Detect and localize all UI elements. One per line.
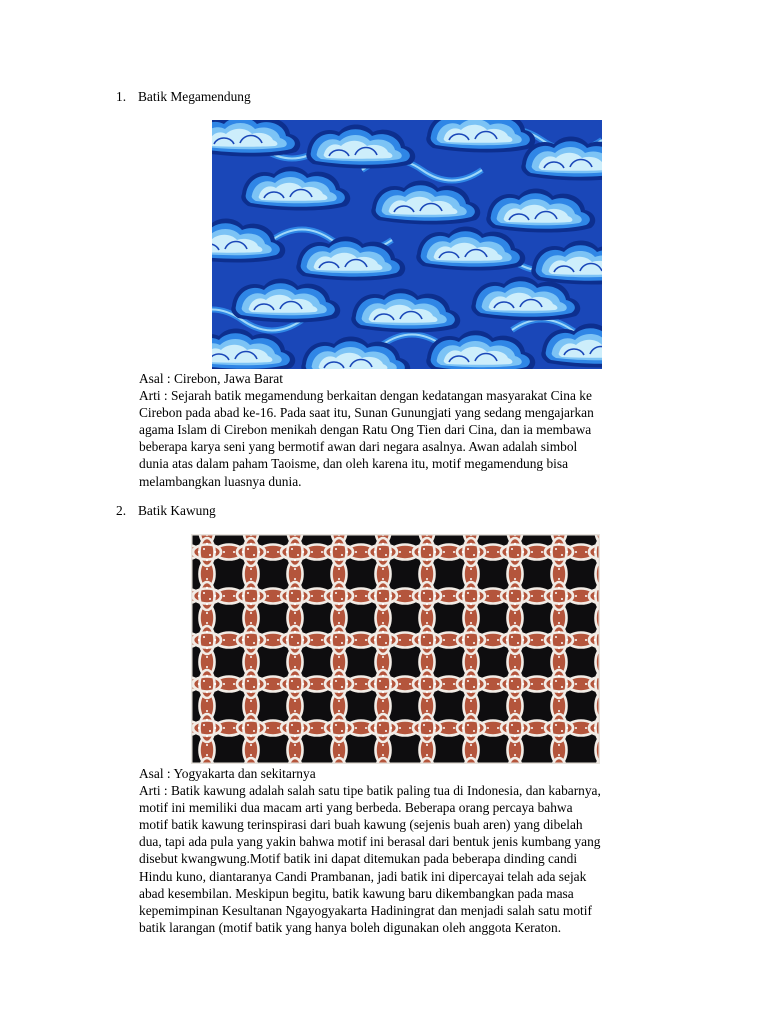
section-1-title: Batik Megamendung [138, 89, 251, 104]
section-1-number: 1. [116, 89, 127, 104]
megamendung-pattern-image [212, 120, 602, 369]
section-1-meaning-line-6: melambangkan luasnya dunia. [139, 473, 302, 489]
section-2-meaning-line-6: Hindu kuno, diantaranya Candi Prambanan, jadi batik ini dipercayai telah ada sejak [139, 868, 587, 884]
section-1-description [139, 370, 739, 490]
section-2-meaning-line-7: abad kesembilan. Meskipun begitu, batik kawung baru dikembangkan pada masa [139, 885, 574, 901]
section-2-meaning-line-4: dua, tapi ada pula yang yakin bahwa motif ini berasal dari bentuk jenis kumbang yang [139, 834, 601, 850]
section-2-meaning-line-5: disebut kwangwung.Motif batik ini dapat ditemukan pada beberapa dinding candi [139, 851, 578, 867]
section-2-meaning-line-9: batik larangan (motif batik yang hanya boleh digunakan oleh anggota Keraton. [139, 919, 562, 935]
section-1-origin: Asal : Cirebon, Jawa Barat [139, 371, 283, 386]
section-1-meaning-line-4: beberapa karya seni yang bermotif awan dari negara asalnya. Awan adalah simbol [139, 439, 578, 455]
section-2-number: 2. [116, 503, 127, 518]
section-2-heading [116, 503, 216, 519]
section-2-description [139, 765, 739, 936]
section-2-origin: Asal : Yogyakarta dan sekitarnya [139, 766, 316, 781]
section-1-meaning-line-2: Cirebon pada abad ke-16. Pada saat itu, Sunan Gunungjati yang sedang mengajarkan [139, 405, 594, 421]
section-1-heading [116, 89, 251, 105]
section-1-meaning-line-5: dunia atas dalam paham Taoisme, dan oleh karena itu, motif megamendung bisa [139, 456, 569, 472]
section-2-meaning-line-3: motif batik kawung terinspirasi dari buah kawung (sejenis buah aren) yang dibelah [139, 817, 583, 833]
section-1-meaning-line-1: Arti : Sejarah batik megamendung berkaitan dengan kedatangan masyarakat Cina ke [139, 388, 592, 404]
section-2-meaning-line-2: motif ini memiliki dua macam arti yang berbeda. Beberapa orang percaya bahwa [139, 800, 573, 816]
kawung-pattern-image [191, 534, 600, 764]
section-2-title: Batik Kawung [138, 503, 216, 518]
section-1-meaning-line-3: agama Islam di Cirebon menikah dengan Ratu Ong Tien dari Cina, dan ia membawa [139, 422, 592, 438]
section-2-meaning-line-1: Arti : Batik kawung adalah salah satu tipe batik paling tua di Indonesia, dan kabarnya, [139, 783, 601, 799]
section-2-meaning-line-8: kepemimpinan Kesultanan Ngayogyakarta Hadiningrat dan menjadi salah satu motif [139, 902, 592, 918]
